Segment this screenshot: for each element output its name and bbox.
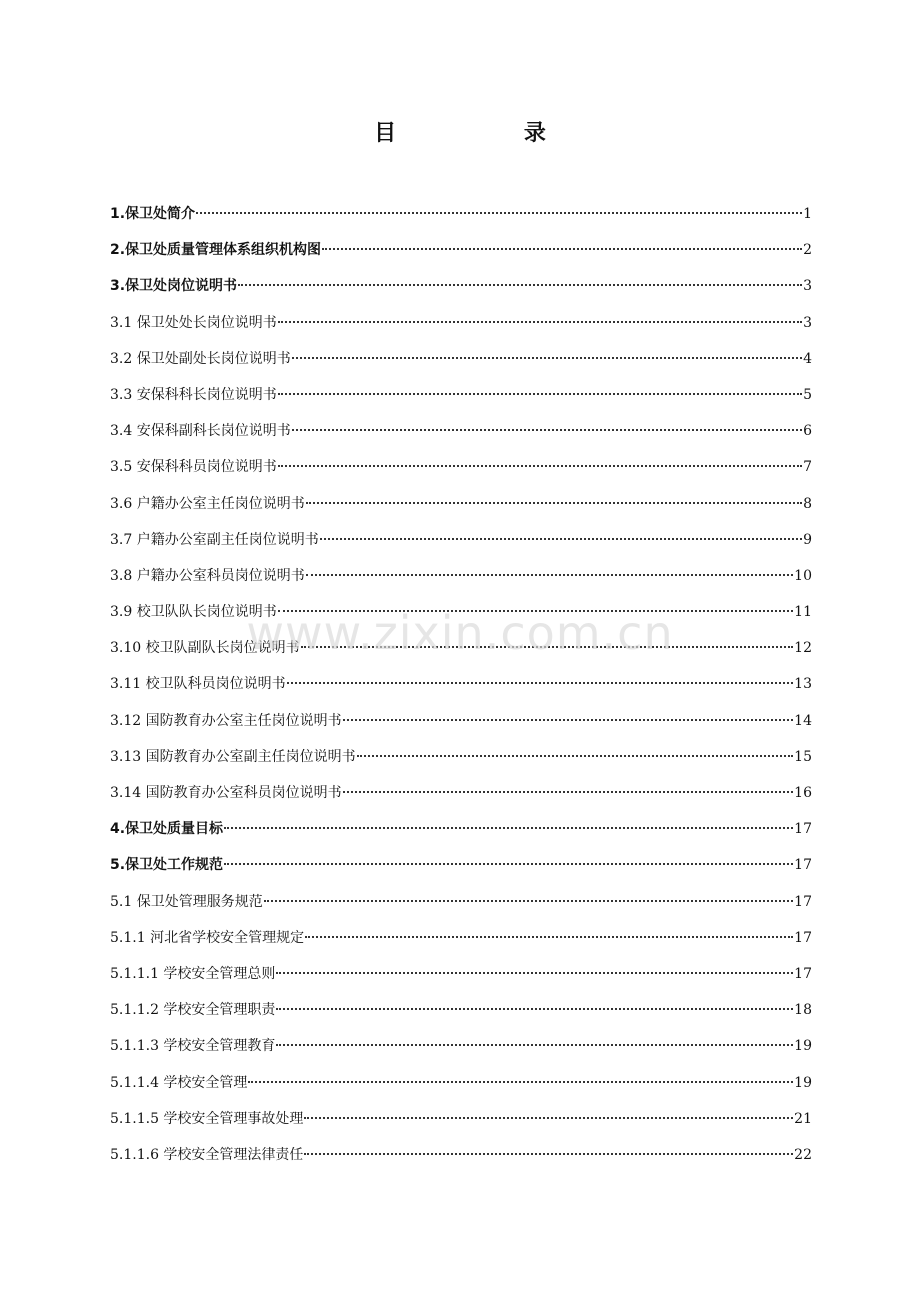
toc-dot-leader [278, 393, 802, 395]
toc-entry-label: 5.1.1.5 学校安全管理事故处理 [110, 1110, 304, 1127]
toc-entry[interactable] [110, 305, 812, 341]
toc-entry-page-number: 17 [794, 929, 812, 946]
toc-entry-page-number: 18 [794, 1002, 812, 1019]
toc-title: 目 录 [374, 121, 606, 146]
toc-entry-page-number: 10 [794, 567, 812, 584]
toc-entry-page-number: 15 [794, 748, 812, 765]
watermark: www.zixin.com.cn [246, 606, 674, 660]
toc-entry-page-number: 19 [794, 1074, 812, 1091]
toc-entry-label: 5.1.1.3 学校安全管理教育 [110, 1038, 276, 1055]
toc-entry-label: 3.1 保卫处处长岗位说明书 [110, 314, 277, 331]
toc-dot-leader [322, 248, 802, 250]
toc-entry-label: 3.3 安保科科长岗位说明书 [110, 386, 277, 403]
toc-entry-page-number: 13 [794, 676, 812, 693]
toc-entry-label: 3.13 国防教育办公室副主任岗位说明书 [110, 748, 356, 765]
toc-entry-page-number: 4 [803, 350, 812, 367]
toc-entry-page-number: 17 [794, 821, 812, 838]
toc-entry[interactable] [110, 884, 812, 920]
toc-dot-leader [306, 574, 793, 576]
toc-entry[interactable] [110, 486, 812, 522]
toc-entry-label: 4.保卫处质量目标 [110, 821, 224, 838]
toc-entry-label: 5.1.1 河北省学校安全管理规定 [110, 929, 305, 946]
toc-entry[interactable] [110, 956, 812, 992]
toc-dot-leader [301, 646, 794, 648]
toc-entry[interactable] [110, 377, 812, 413]
toc-entry-label: 5.1.1.1 学校安全管理总则 [110, 965, 276, 982]
toc-entry-page-number: 9 [803, 531, 812, 548]
toc-dot-leader [292, 357, 802, 359]
toc-entry[interactable] [110, 196, 812, 232]
table-of-contents [110, 196, 812, 1173]
toc-entry[interactable] [110, 268, 812, 304]
toc-entry-page-number: 3 [803, 278, 812, 295]
toc-entry[interactable] [110, 594, 812, 630]
toc-entry-page-number: 11 [794, 604, 812, 621]
toc-entry[interactable] [110, 703, 812, 739]
toc-entry-page-number: 14 [794, 712, 812, 729]
toc-entry-label: 3.12 国防教育办公室主任岗位说明书 [110, 712, 342, 729]
toc-entry-label: 3.6 户籍办公室主任岗位说明书 [110, 495, 305, 512]
toc-dot-leader [224, 863, 793, 865]
toc-entry-label: 3.14 国防教育办公室科员岗位说明书 [110, 785, 342, 801]
toc-entry[interactable] [110, 558, 812, 594]
toc-entry-page-number: 3 [803, 314, 812, 331]
toc-dot-leader [304, 1153, 793, 1155]
toc-entry-page-number: 16 [794, 785, 812, 801]
toc-entry-label: 5.1.1.4 学校安全管理 [110, 1074, 248, 1091]
toc-entry[interactable] [110, 630, 812, 666]
toc-dot-leader [248, 1081, 793, 1083]
toc-entry-label: 3.保卫处岗位说明书 [110, 278, 238, 295]
toc-entry[interactable] [110, 449, 812, 485]
toc-dot-leader [306, 502, 802, 504]
toc-dot-leader [343, 791, 794, 793]
toc-entry-label: 3.7 户籍办公室副主任岗位说明书 [110, 531, 319, 548]
toc-entry-label: 5.1 保卫处管理服务规范 [110, 893, 263, 910]
toc-entry-label: 2.保卫处质量管理体系组织机构图 [110, 242, 322, 259]
toc-entry[interactable] [110, 920, 812, 956]
toc-entry-label: 3.2 保卫处副处长岗位说明书 [110, 350, 291, 367]
toc-entry-page-number: 17 [794, 965, 812, 982]
toc-dot-leader [276, 1044, 793, 1046]
toc-entry[interactable] [110, 1028, 812, 1064]
toc-dot-leader [278, 610, 793, 612]
toc-entry-label: 3.9 校卫队队长岗位说明书 [110, 604, 277, 621]
toc-entry-label: 3.11 校卫队科员岗位说明书 [110, 676, 286, 693]
toc-entry[interactable] [110, 775, 812, 811]
toc-entry-label: 5.1.1.6 学校安全管理法律责任 [110, 1146, 304, 1163]
toc-entry-page-number: 17 [794, 857, 812, 874]
toc-dot-leader [276, 972, 793, 974]
toc-dot-leader [276, 1008, 793, 1010]
toc-dot-leader [238, 284, 802, 286]
toc-entry-label: 5.保卫处工作规范 [110, 857, 224, 874]
toc-entry-label: 5.1.1.2 学校安全管理职责 [110, 1002, 276, 1019]
toc-entry[interactable] [110, 992, 812, 1028]
toc-entry-page-number: 17 [794, 893, 812, 910]
toc-entry-page-number: 21 [794, 1110, 812, 1127]
toc-entry[interactable] [110, 811, 812, 847]
toc-entry[interactable] [110, 413, 812, 449]
toc-dot-leader [264, 900, 793, 902]
toc-dot-leader [278, 465, 802, 467]
toc-entry-page-number: 6 [803, 423, 812, 440]
toc-dot-leader [292, 429, 802, 431]
toc-dot-leader [224, 827, 793, 829]
toc-entry[interactable] [110, 847, 812, 883]
toc-entry[interactable] [110, 232, 812, 268]
toc-dot-leader [357, 755, 794, 757]
toc-entry-page-number: 1 [803, 206, 812, 222]
toc-entry-page-number: 5 [803, 386, 812, 403]
toc-entry-label: 3.10 校卫队副队长岗位说明书 [110, 640, 300, 657]
toc-entry-label: 3.8 户籍办公室科员岗位说明书 [110, 567, 305, 584]
toc-dot-leader [320, 538, 802, 540]
toc-entry-label: 1.保卫处简介 [110, 206, 196, 222]
toc-dot-leader [287, 682, 794, 684]
toc-entry-page-number: 22 [794, 1146, 812, 1163]
toc-entry-page-number: 8 [803, 495, 812, 512]
toc-entry[interactable] [110, 1065, 812, 1101]
toc-entry-label: 3.5 安保科科员岗位说明书 [110, 459, 277, 476]
toc-entry[interactable] [110, 522, 812, 558]
toc-entry[interactable] [110, 341, 812, 377]
toc-entry[interactable] [110, 1137, 812, 1173]
toc-entry-page-number: 12 [794, 640, 812, 657]
toc-dot-leader [304, 1117, 793, 1119]
toc-dot-leader [196, 212, 802, 214]
toc-dot-leader [343, 719, 794, 721]
toc-entry-page-number: 2 [803, 242, 812, 259]
toc-dot-leader [278, 321, 802, 323]
toc-entry-label: 3.4 安保科副科长岗位说明书 [110, 423, 291, 440]
toc-entry[interactable] [110, 666, 812, 702]
toc-entry-page-number: 7 [803, 459, 812, 476]
toc-entry-page-number: 19 [794, 1038, 812, 1055]
toc-entry[interactable] [110, 739, 812, 775]
toc-dot-leader [305, 936, 793, 938]
toc-entry[interactable] [110, 1101, 812, 1137]
